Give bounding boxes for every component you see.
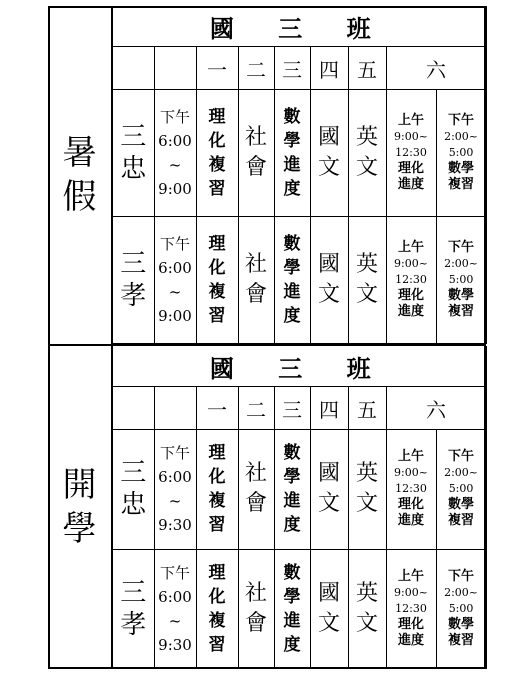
- blank-header: [154, 47, 196, 90]
- section-label: 開 學: [48, 346, 112, 669]
- saturday-morning-cell: 上午 9:00~ 12:30 理化 進度: [386, 549, 436, 669]
- day-header: 五: [348, 47, 386, 90]
- time-cell: 下午 6:00 ~ 9:00: [154, 217, 196, 344]
- subject-cell: 國 文: [310, 430, 348, 550]
- time-cell: 下午 6:00 ~ 9:30: [154, 549, 196, 669]
- day-header: 五: [348, 387, 386, 430]
- saturday-morning-cell: 上午 9:00~ 12:30 理化 進度: [386, 430, 436, 550]
- day-header: 三: [274, 47, 310, 90]
- class-title: 國 三 班: [112, 346, 486, 387]
- subject-cell: 數 學 進 度: [274, 430, 310, 550]
- table-row: [48, 217, 486, 344]
- time-cell: 下午 6:00 ~ 9:00: [154, 90, 196, 217]
- day-header: 四: [310, 387, 348, 430]
- subject-cell: 英 文: [348, 217, 386, 344]
- class-name: 三 忠: [112, 90, 154, 217]
- saturday-afternoon-cell: 下午 2:00~ 5:00 數學 複習: [436, 430, 486, 550]
- day-header: 一: [196, 47, 238, 90]
- table-row: [48, 549, 486, 669]
- subject-cell: 國 文: [310, 549, 348, 669]
- saturday-afternoon-cell: 下午 2:00~ 5:00 數學 複習: [436, 90, 486, 217]
- saturday-afternoon-cell: 下午 2:00~ 5:00 數學 複習: [436, 549, 486, 669]
- blank-header: [112, 387, 154, 430]
- class-name: 三 孝: [112, 549, 154, 669]
- subject-cell: 國 文: [310, 90, 348, 217]
- summer-schedule-table: [48, 6, 487, 344]
- subject-cell: 社 會: [238, 217, 274, 344]
- subject-cell: 英 文: [348, 430, 386, 550]
- subject-cell: 英 文: [348, 90, 386, 217]
- subject-cell: 數 學 進 度: [274, 549, 310, 669]
- subject-cell: 理 化 複 習: [196, 430, 238, 550]
- subject-cell: 國 文: [310, 217, 348, 344]
- subject-cell: 數 學 進 度: [274, 217, 310, 344]
- day-header: 二: [238, 387, 274, 430]
- saturday-afternoon-cell: 下午 2:00~ 5:00 數學 複習: [436, 217, 486, 344]
- subject-cell: 社 會: [238, 90, 274, 217]
- saturday-morning-cell: 上午 9:00~ 12:30 理化 進度: [386, 217, 436, 344]
- subject-cell: 英 文: [348, 549, 386, 669]
- class-name: 三 孝: [112, 217, 154, 344]
- table-row: [48, 90, 486, 217]
- day-header: 一: [196, 387, 238, 430]
- blank-header: [154, 387, 196, 430]
- subject-cell: 數 學 進 度: [274, 90, 310, 217]
- day-header: 二: [238, 47, 274, 90]
- day-header: 六: [386, 387, 486, 430]
- blank-header: [112, 47, 154, 90]
- day-header: 三: [274, 387, 310, 430]
- saturday-morning-cell: 上午 9:00~ 12:30 理化 進度: [386, 90, 436, 217]
- section-label: 暑 假: [48, 6, 112, 344]
- day-header: 六: [386, 47, 486, 90]
- subject-cell: 理 化 複 習: [196, 90, 238, 217]
- school-term-schedule-table: [48, 346, 487, 669]
- subject-cell: 理 化 複 習: [196, 217, 238, 344]
- summer-schedule-block: [48, 6, 486, 344]
- subject-cell: 社 會: [238, 549, 274, 669]
- subject-cell: 社 會: [238, 430, 274, 550]
- school-term-schedule-block: [48, 344, 486, 669]
- class-title: 國 三 班: [112, 6, 486, 47]
- table-row: [48, 430, 486, 550]
- subject-cell: 理 化 複 習: [196, 549, 238, 669]
- time-cell: 下午 6:00 ~ 9:30: [154, 430, 196, 550]
- class-name: 三 忠: [112, 430, 154, 550]
- day-header: 四: [310, 47, 348, 90]
